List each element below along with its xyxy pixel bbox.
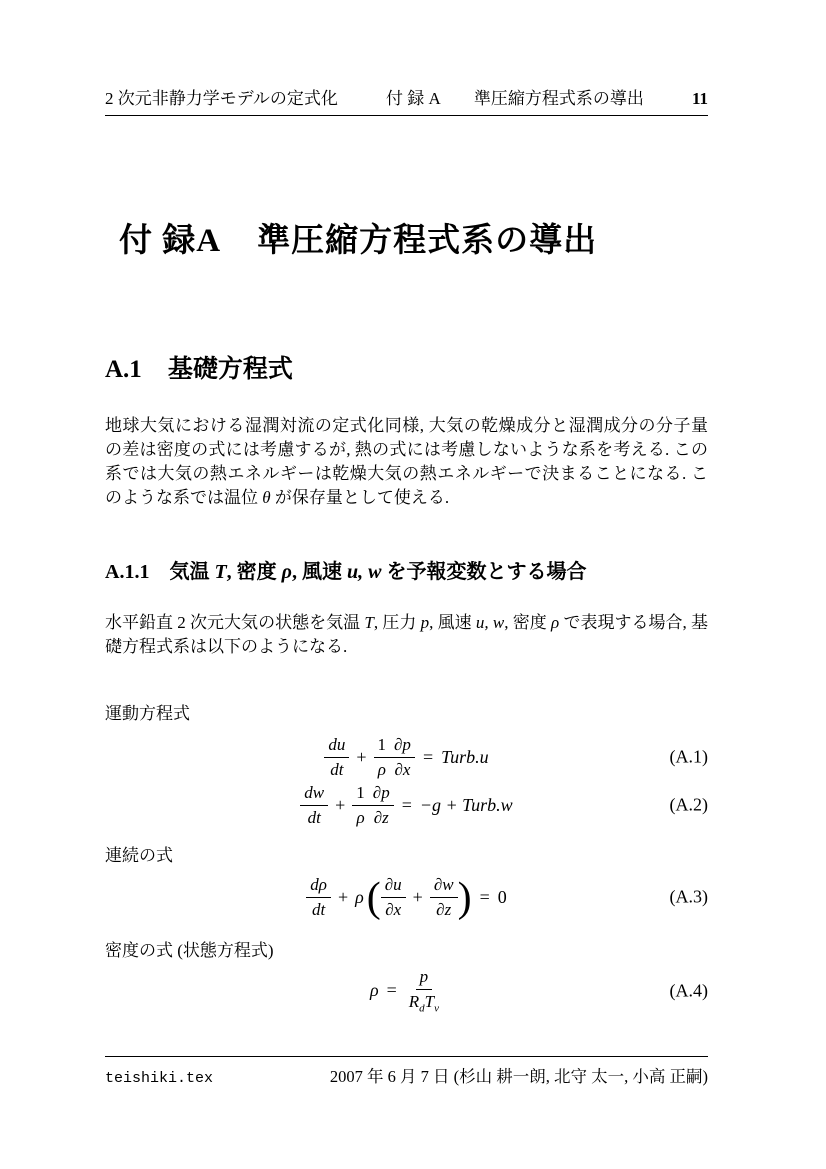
fraction-numerator: ∂w <box>430 874 458 897</box>
fraction-dw-dz <box>430 874 458 920</box>
fraction-p-RdTv <box>405 966 443 1015</box>
paragraph-intro <box>105 414 708 510</box>
equation-body <box>324 734 488 780</box>
fraction-denominator: ρ <box>356 807 365 827</box>
math-R: R <box>408 991 420 1011</box>
math-T: T <box>214 561 227 583</box>
plus-operator: + <box>356 746 367 767</box>
math-u-w: u, w <box>475 613 505 632</box>
subscript-d: d <box>419 1001 425 1014</box>
subscript-v: v <box>434 1001 440 1014</box>
math-rho: ρ <box>551 613 560 632</box>
section-title-text: 基礎方程式 <box>167 356 293 383</box>
fraction-denominator: dt <box>330 759 344 779</box>
math-T: T <box>364 613 374 632</box>
section-number: A.1 <box>105 356 142 383</box>
display-equation-a4 <box>105 964 708 1018</box>
footer-date-authors: 2007 年 6 月 7 日 (杉山 耕一朗, 北守 太一, 小高 正嗣) <box>329 1067 708 1086</box>
page-number: 11 <box>691 89 708 108</box>
fraction-numerator: 1 <box>374 734 391 757</box>
subsection-number: A.1.1 <box>105 561 150 583</box>
equation-caption-density: 密度の式 (状態方程式) <box>105 941 274 960</box>
equation-body <box>300 782 512 828</box>
fraction-numerator: du <box>324 734 349 757</box>
page-header <box>105 84 708 116</box>
rhs-turb-u: Turb.u <box>441 746 489 767</box>
rhs-zero: 0 <box>497 886 507 907</box>
fraction-numerator: ∂u <box>381 874 406 897</box>
fraction-numerator: ∂p <box>369 782 394 805</box>
math-rho: ρ <box>281 561 292 583</box>
footer-filename: teishiki.tex <box>105 1070 214 1087</box>
lhs-rho: ρ <box>369 980 379 1001</box>
subsection-text-1: 気温 <box>169 561 215 583</box>
paragraph-variables-text-3: , 風速 <box>429 613 476 632</box>
plus-operator: + <box>335 794 346 815</box>
coefficient-rho: ρ <box>355 886 364 907</box>
equation-number-a2: (A.2) <box>669 794 708 815</box>
plus-operator: + <box>412 886 423 907</box>
equation-body <box>370 966 443 1015</box>
fraction-denominator: ∂z <box>436 899 452 919</box>
fraction-1-rho <box>352 782 369 828</box>
subsection-title-text <box>169 561 586 583</box>
equation-number-a4: (A.4) <box>669 980 708 1001</box>
fraction-denominator: dt <box>307 807 321 827</box>
fraction-du-dt <box>324 734 349 780</box>
fraction-numerator: dw <box>300 782 328 805</box>
math-theta: θ <box>262 488 271 507</box>
equation-body: $\frac{d\rho}{dt}$ + ρ ( $\frac{\partial u}{\partial x}$ + $\frac{\partial w}{\partial z}$ ) = 0 <box>306 874 506 920</box>
display-equation-a2 <box>105 780 708 830</box>
fraction-denominator <box>405 990 443 1016</box>
fraction-dw-dt <box>300 782 328 828</box>
equation-caption-momentum: 運動方程式 <box>105 704 190 723</box>
math-u-w: u, w <box>346 561 382 583</box>
fraction-1-rho <box>374 734 391 780</box>
header-center-title: 付 録 A 準圧縮方程式系の導出 <box>386 89 644 108</box>
fraction-denominator: ρ <box>377 759 386 779</box>
fraction-numerator: p <box>416 966 433 989</box>
fraction-denominator: ∂x <box>394 759 411 779</box>
math-p: p <box>420 613 430 632</box>
paragraph-intro-text-2: が保存量として使える. <box>270 488 450 507</box>
subsection-text-4: を予報変数とする場合 <box>381 561 587 583</box>
fraction-numerator: ∂p <box>390 734 415 757</box>
paragraph-variables-text-2: , 圧力 <box>373 613 421 632</box>
equation-caption-continuity: 連続の式 <box>105 846 173 865</box>
chapter-prefix: 付 録A <box>119 223 222 259</box>
equals-sign: = <box>479 886 490 907</box>
paragraph-intro-text-1: 地球大気における湿潤対流の定式化同様, 大気の乾燥成分と湿潤成分の分子量の差は密度の式には考慮するが, 熱の式には考慮しないような系を考える. この系では大気の熱エネルギーは乾燥大気の熱エネルギーで決まることになる. このような系では温位 <box>105 416 708 507</box>
subsection-heading <box>105 555 708 584</box>
chapter-title-text: 準圧縮方程式系の導出 <box>257 223 598 259</box>
rhs-g-turb-w: −g + Turb.w <box>419 794 513 815</box>
paragraph-variables <box>105 611 708 659</box>
display-equation-a3 <box>105 866 708 928</box>
header-left-title: 2 次元非静力学モデルの定式化 <box>105 89 338 108</box>
fraction-dp-dz <box>369 782 394 828</box>
fraction-drho-dt <box>306 874 331 920</box>
equation-number-a3: (A.3) <box>669 886 708 907</box>
fraction-numerator: dρ <box>306 874 331 897</box>
subsection-text-2: , 密度 <box>226 561 282 583</box>
equals-sign: = <box>422 746 434 767</box>
fraction-dp-dx <box>390 734 415 780</box>
equation-number-a1: (A.1) <box>669 746 708 767</box>
equals-sign: = <box>401 794 412 815</box>
paragraph-variables-text-5: で表現する場合, 基礎方程式系は以下のようになる. <box>105 613 709 656</box>
paragraph-variables-text-4: , 密度 <box>504 613 552 632</box>
fraction-denominator: ∂z <box>373 807 389 827</box>
chapter-title <box>119 214 597 261</box>
fraction-denominator: dt <box>312 899 326 919</box>
page-footer <box>105 1056 708 1087</box>
section-heading <box>105 349 708 385</box>
paragraph-variables-text-1: 水平鉛直 2 次元大気の状態を気温 <box>105 613 365 632</box>
display-equation-a1 <box>105 732 708 782</box>
plus-operator: + <box>337 886 349 907</box>
math-T: T <box>424 991 435 1011</box>
fraction-du-dx <box>381 874 406 920</box>
subsection-text-3: , 風速 <box>291 561 347 583</box>
fraction-numerator: 1 <box>352 782 369 805</box>
fraction-denominator: ∂x <box>385 899 402 919</box>
equals-sign: = <box>386 980 397 1001</box>
